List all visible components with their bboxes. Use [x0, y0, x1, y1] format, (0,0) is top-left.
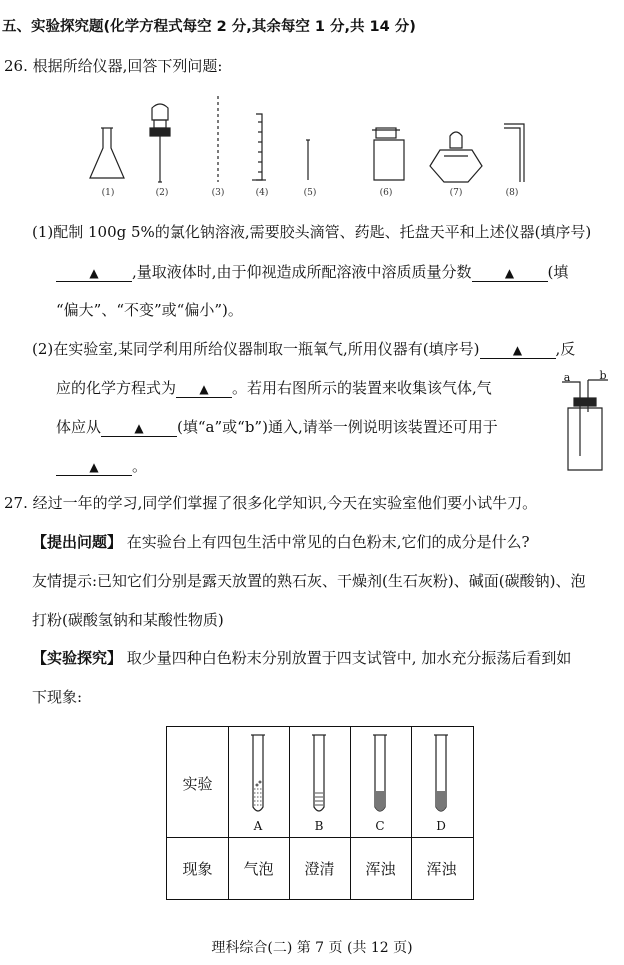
instrument-label: (8): [505, 188, 519, 198]
answer-blank[interactable]: ▲: [101, 420, 177, 437]
row-header-experiment: 实验: [182, 775, 213, 793]
instrument-label: (1): [101, 188, 115, 198]
phenomenon-c: 浑浊: [365, 860, 396, 878]
q26-p1-line2: ▲ ,量取液体时,由于仰视造成所配溶液中溶质质量分数 ▲ (填: [56, 262, 568, 282]
q26-p1-line1: (1)配制 100g 5%的氯化钠溶液,需要胶头滴管、药匙、托盘天平和上述仪器(填序号): [32, 223, 592, 241]
reagent-bottle-icon: [372, 128, 404, 180]
instrument-label: (6): [379, 188, 393, 198]
test-tube-a-icon: [251, 735, 265, 811]
separatory-funnel-icon: [150, 104, 170, 182]
instrument-label: (3): [211, 188, 225, 198]
instrument-label: (5): [303, 188, 317, 198]
experiment-table: [166, 726, 474, 900]
q26-p2-line2: 应的化学方程式为 ▲ 。若用右图所示的装置来收集该气体,气: [56, 379, 492, 397]
phenomenon-d: 浑浊: [426, 860, 457, 878]
test-tube-d-icon: [434, 735, 448, 811]
page-footer: 理科综合(二) 第 7 页 (共 12 页): [211, 940, 413, 956]
q26-stem: 26. 根据所给仪器,回答下列问题:: [4, 57, 223, 75]
port-b-label: b: [599, 369, 607, 382]
port-a-label: a: [563, 371, 571, 384]
delivery-tube-icon: [504, 124, 524, 182]
tube-label-b: B: [314, 819, 324, 833]
phenomenon-a: 气泡: [243, 860, 274, 878]
q26-p2-line4: ▲ 。: [56, 456, 147, 476]
q27-stem: 27. 经过一年的学习,同学们掌握了很多化学知识,今天在实验室他们要小试牛刀。: [4, 494, 538, 512]
section-title: 五、实验探究题(化学方程式每空 2 分,其余每空 1 分,共 14 分): [2, 19, 416, 35]
q27-explore: 【实验探究】 取少量四种白色粉末分别放置于四支试管中, 加水充分振荡后看到如: [32, 649, 572, 667]
instrument-label: (7): [449, 188, 463, 198]
test-tube-b-icon: [312, 735, 326, 811]
q26-p2-line3: 体应从 ▲ (填“a”或“b”)通入,请举一例说明该装置还可用于: [56, 418, 498, 436]
test-tube-icon: [306, 140, 310, 180]
tube-label-c: C: [375, 819, 385, 833]
q27-hint-line1: 友情提示:已知它们分别是露天放置的熟石灰、干燥剂(生石灰粉)、碱面(碳酸钠)、泡: [32, 572, 586, 590]
instrument-label: (4): [255, 188, 269, 198]
q27-problem: 【提出问题】 在实验台上有四包生活中常见的白色粉末,它们的成分是什么?: [32, 533, 530, 551]
measuring-cylinder-icon: [252, 114, 266, 180]
q26-p1-line3: “偏大”、“不变”或“偏小”)。: [56, 301, 243, 319]
answer-blank[interactable]: ▲: [480, 342, 556, 359]
phenomenon-b: 澄清: [304, 860, 335, 878]
conical-flask-icon: [90, 128, 124, 178]
q27-explore-line2: 下现象:: [32, 688, 83, 706]
answer-blank[interactable]: ▲: [176, 381, 232, 398]
tube-label-a: A: [253, 819, 263, 833]
q26-p2-line1: (2)在实验室,某同学利用所给仪器制取一瓶氧气,所用仪器有(填序号) ▲ ,反: [32, 340, 576, 358]
tube-label-d: D: [436, 819, 446, 833]
answer-blank[interactable]: ▲: [56, 459, 132, 476]
row-header-phenomenon: 现象: [182, 860, 213, 878]
instrument-label: (2): [155, 188, 169, 198]
answer-blank[interactable]: ▲: [56, 265, 132, 282]
q27-hint-line2: 打粉(碳酸氢钠和某酸性物质): [32, 611, 224, 629]
test-tube-c-icon: [373, 735, 387, 811]
alcohol-lamp-icon: [430, 132, 482, 182]
answer-blank[interactable]: ▲: [472, 265, 548, 282]
